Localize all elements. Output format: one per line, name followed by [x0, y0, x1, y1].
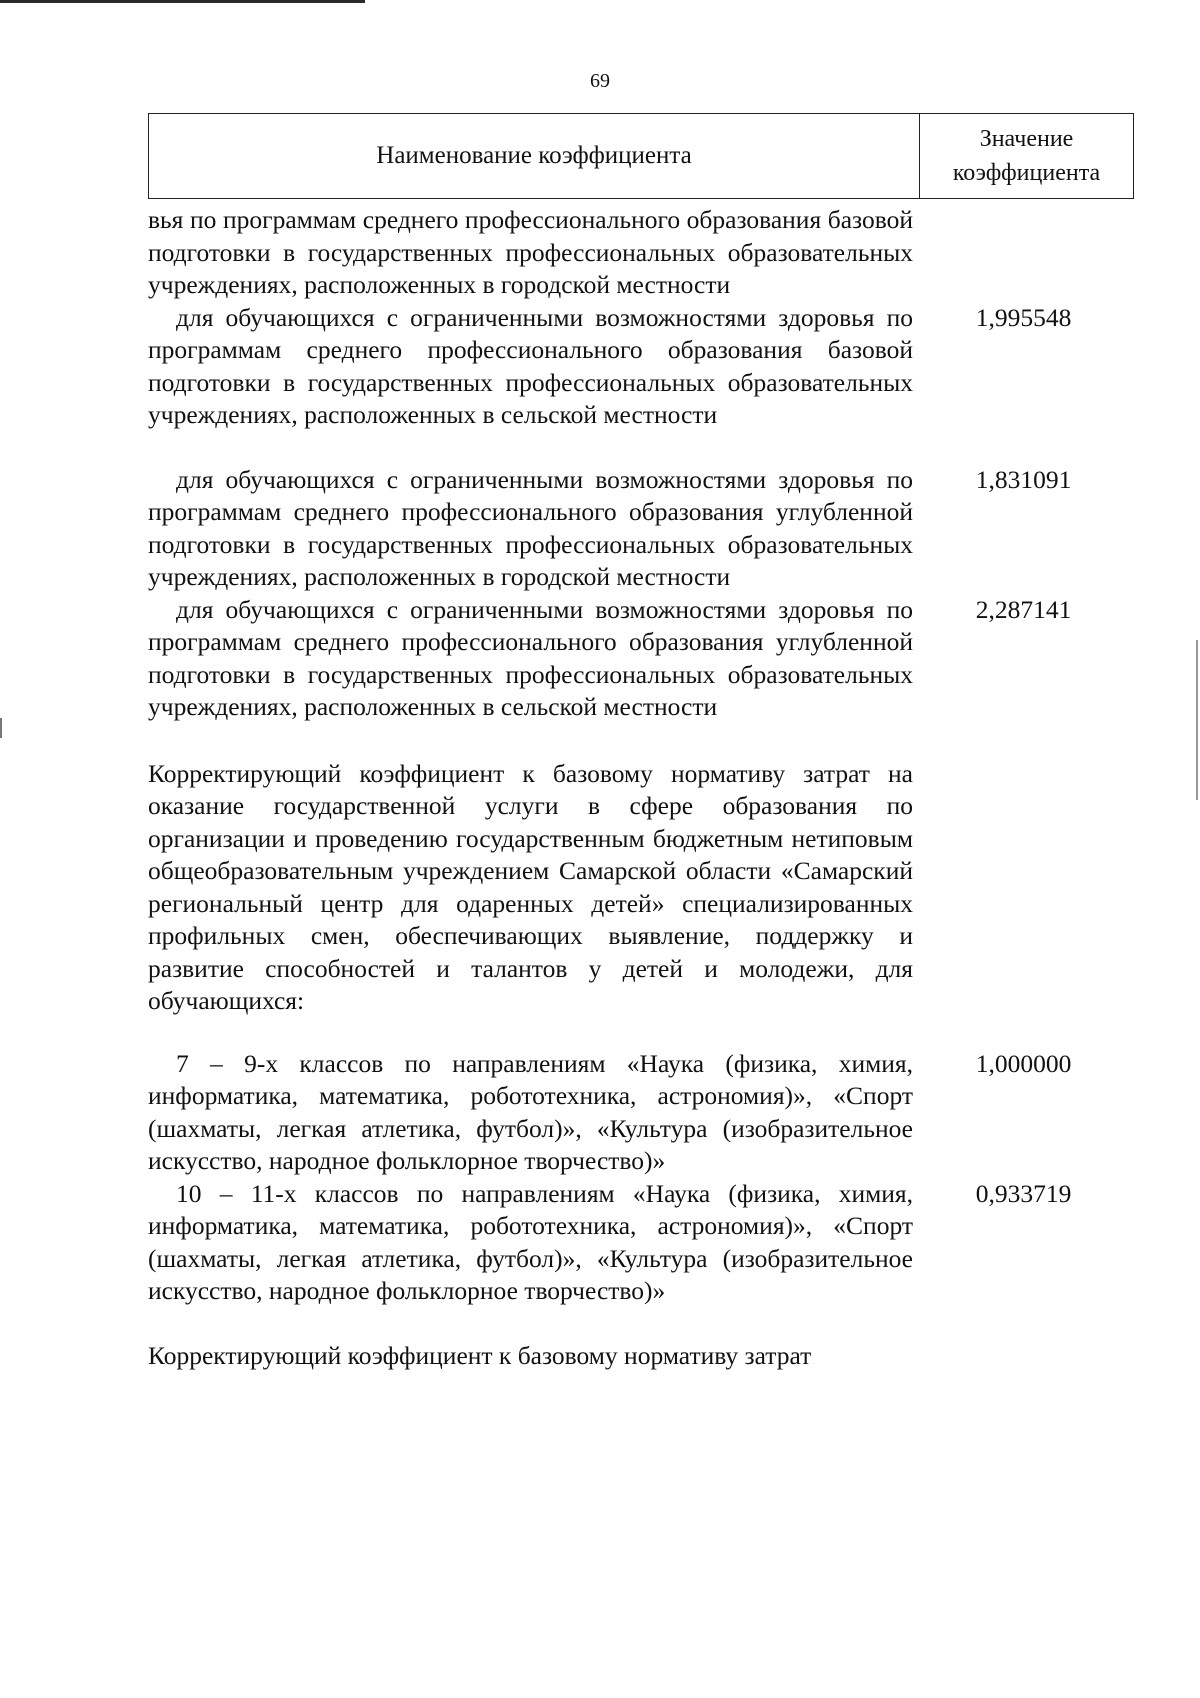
- row-description: [148, 302, 913, 432]
- header-value-label-line2: коэффициента: [952, 160, 1101, 186]
- scan-mark-right: [1196, 640, 1198, 800]
- row-value: 0,933719: [975, 1178, 1072, 1208]
- row-description-text: для обучающихся с ограниченными возможностями здоровья по программам среднего профессионального образования углубленной подготовки в государственных профессиональных образовательных учреждениях, расположенных в сельской местности: [148, 594, 913, 721]
- row-description-text: для обучающихся с ограниченными возможностями здоровья по программам среднего профессионального образования базовой подготовки в государственных профессиональных образовательных учреждениях, расположенных в сельской местности: [148, 302, 913, 429]
- table-row: [148, 204, 1134, 302]
- scan-edge-line: [0, 0, 365, 3]
- table-header: [148, 113, 1134, 199]
- row-description: [148, 594, 913, 724]
- row-description: [148, 464, 913, 594]
- header-coefficient-value: [920, 114, 1133, 198]
- row-description-text: 7 – 9-х классов по направлениям «Наука (физика, химия, информатика, математика, робототехника, астрономия)», «Спорт (шахматы, легкая атлетика, футбол)», «Культура (изобразительное искусство, народное фольклорное творчество)»: [148, 1048, 913, 1175]
- row-description: [148, 1178, 913, 1308]
- table-row: [148, 758, 1134, 1018]
- header-coefficient-name: [149, 114, 920, 198]
- row-description-text: 10 – 11-х классов по направлениям «Наука (физика, химия, информатика, математика, робототехника, астрономия)», «Спорт (шахматы, легкая атлетика, футбол)», «Культура (изобразительное искусство, народное фольклорное творчество)»: [148, 1178, 913, 1305]
- header-value-label-line1: Значение: [979, 126, 1074, 152]
- table-row: [148, 1340, 1134, 1373]
- row-value: 1,831091: [975, 464, 1072, 494]
- table-row: [148, 1048, 1134, 1178]
- page-number: 69: [590, 70, 610, 92]
- coefficient-table-body: [148, 204, 1134, 1372]
- table-row: [148, 464, 1134, 594]
- row-value: 1,995548: [975, 302, 1072, 332]
- row-description: Корректирующий коэффициент к базовому нормативу затрат на оказание государственной услуги в сфере образования по организации и проведению государственным бюджетным нетиповым общеобразовательным учреждением Самарской области «Самарский региональный центр для одаренных детей» специализированных профильных смен, обеспечивающих выявление, поддержку и развитие способностей и талантов у детей и молодежи, для обучающихся:: [148, 758, 913, 1015]
- row-description-text: для обучающихся с ограниченными возможностями здоровья по программам среднего профессионального образования углубленной подготовки в государственных профессиональных образовательных учреждениях, расположенных в городской местности: [148, 464, 913, 591]
- header-name-label: Наименование коэффициента: [376, 142, 692, 169]
- table-row: [148, 594, 1134, 724]
- table-row: [148, 1178, 1134, 1308]
- row-description: Корректирующий коэффициент к базовому нормативу затрат: [148, 1340, 812, 1370]
- row-description: [148, 1048, 913, 1178]
- scan-mark-left: [0, 718, 2, 738]
- row-description: вья по программам среднего профессионального образования базовой подготовки в государственных профессиональных образовательных учреждениях, расположенных в городской местности: [148, 205, 913, 299]
- row-value: 1,000000: [975, 1048, 1072, 1078]
- row-value: 2,287141: [975, 594, 1072, 624]
- table-row: [148, 302, 1134, 432]
